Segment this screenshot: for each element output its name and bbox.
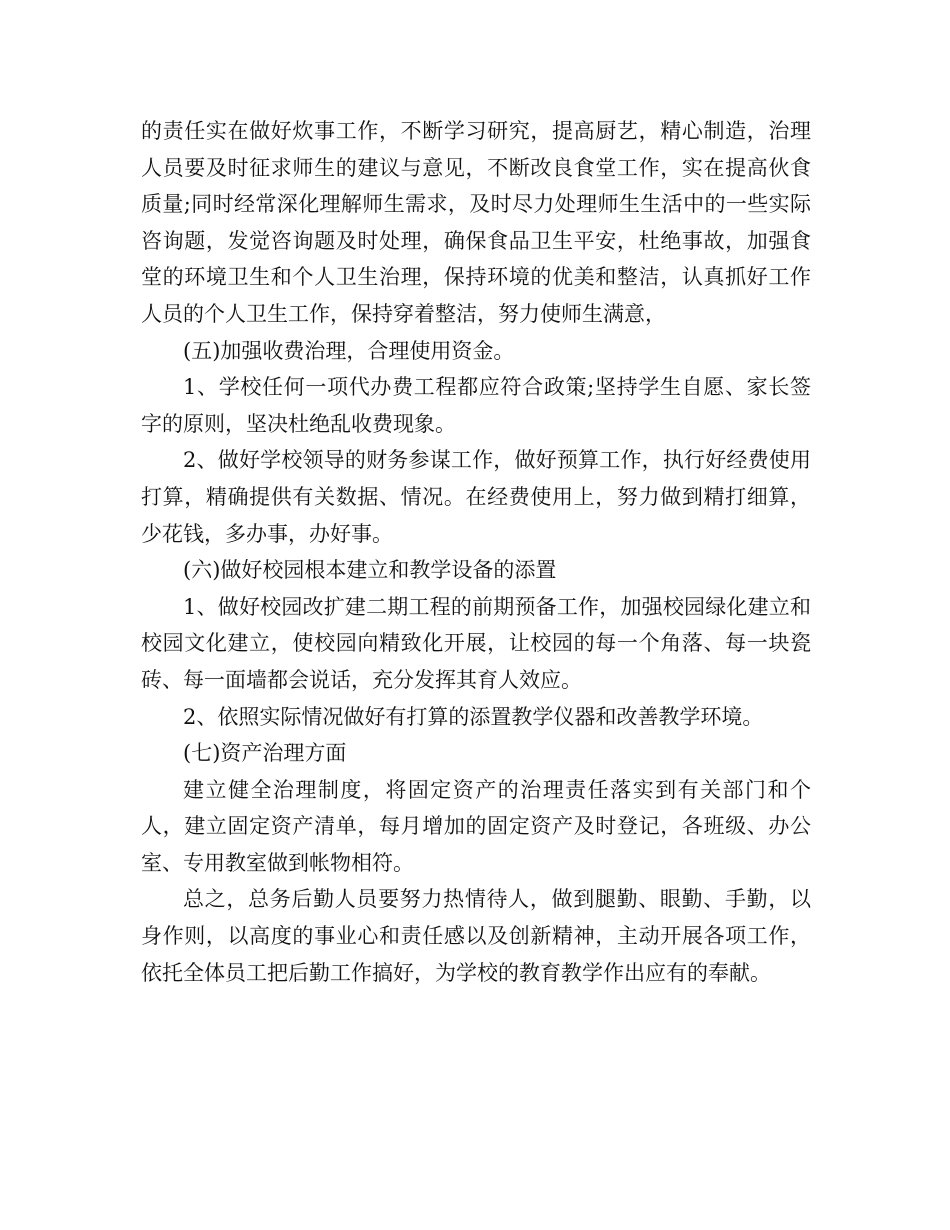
paragraph-conclusion: 总之，总务后勤人员要努力热情待人，做到腿勤、眼勤、手勤，以身作则，以高度的事业心和责任感以及创新精神，主动开展各项工作，依托全体员工把后勤工作搞好，为学校的教育教学作出应有的奉献。 — [141, 887, 811, 985]
paragraph-asset-management: 建立健全治理制度，将固定资产的治理责任落实到有关部门和个人，建立固定资产清单，每月增加的固定资产及时登记，各班级、办公室、专用教室做到帐物相符。 — [141, 777, 811, 875]
section-heading-6: (六)做好校园根本建立和教学设备的添置 — [183, 558, 557, 583]
paragraph-item-5-1: 1、学校任何一项代办费工程都应符合政策;坚持学生自愿、家长签字的原则，坚决杜绝乱收费现象。 — [141, 375, 811, 436]
section-heading-7: (七)资产治理方面 — [183, 741, 347, 766]
paragraph-item-5-2: 2、做好学校领导的财务参谋工作，做好预算工作，执行好经费使用打算，精确提供有关数据、情况。在经费使用上，努力做到精打细算，少花钱，多办事，办好事。 — [141, 448, 811, 546]
paragraph-item-6-1: 1、做好校园改扩建二期工程的前期预备工作，加强校园绿化建立和校园文化建立，使校园向精致化开展，让校园的每一个角落、每一块瓷砖、每一面墙都会说话，充分发挥其育人效应。 — [141, 594, 811, 692]
paragraph-item-6-2: 2、依照实际情况做好有打算的添置教学仪器和改善教学环境。 — [183, 704, 764, 729]
document-body — [141, 113, 811, 991]
section-heading-5: (五)加强收费治理，合理使用资金。 — [183, 338, 515, 363]
paragraph-continuation: 的责任实在做好炊事工作，不断学习研究，提高厨艺，精心制造，治理人员要及时征求师生的建议与意见，不断改良食堂工作，实在提高伙食质量;同时经常深化理解师生需求，及时尽力处理师生生活中的一些实际咨询题，发觉咨询题及时处理，确保食品卫生平安，杜绝事故，加强食堂的环境卫生和个人卫生治理，保持环境的优美和整洁，认真抓好工作人员的个人卫生工作，保持穿着整洁，努力使师生满意， — [141, 119, 811, 326]
